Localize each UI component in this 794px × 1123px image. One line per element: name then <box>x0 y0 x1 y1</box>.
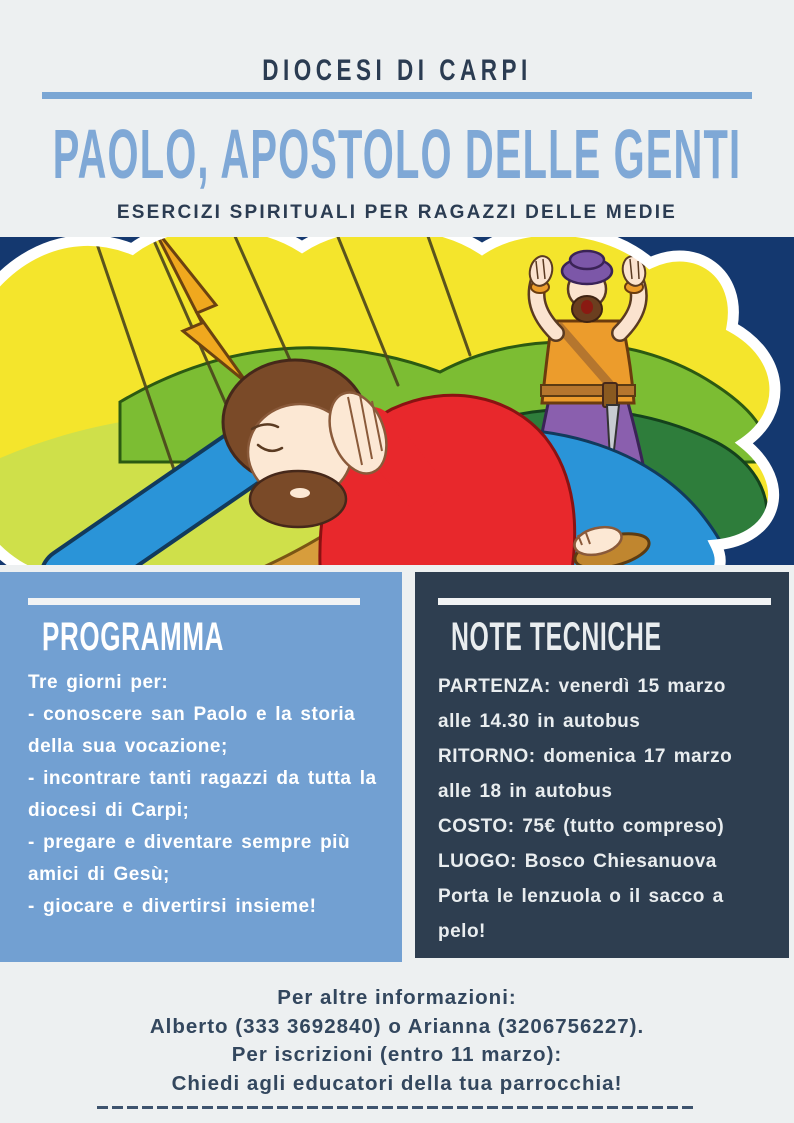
note-tecniche-accent-bar <box>438 598 771 605</box>
note-line: COSTO: 75€ (tutto compreso) <box>438 816 725 837</box>
footer-line: Per iscrizioni (entro 11 marzo): <box>231 1043 563 1066</box>
programma-item: - pregare e diventare sempre più amici di Gesù; <box>28 832 351 885</box>
note-line: LUOGO: Bosco Chiesanuova <box>438 851 717 872</box>
page-subtitle: ESERCIZI SPIRITUALI PER RAGAZZI DELLE MEDIE <box>116 202 678 223</box>
programma-item: - conoscere san Paolo e la storia della sua vocazione; <box>28 704 356 757</box>
note-line: Porta le lenzuola o il sacco a pelo! <box>438 886 724 942</box>
footer-info <box>0 984 794 1098</box>
note-tecniche-body <box>438 669 765 949</box>
note-line: PARTENZA: venerdì 15 marzo alle 14.30 in autobus <box>438 676 726 732</box>
cloud-scene <box>0 237 794 565</box>
programma-heading: PROGRAMMA <box>42 615 225 659</box>
programma-body <box>28 667 382 923</box>
header-divider <box>42 92 752 99</box>
programma-item: - giocare e divertirsi insieme! <box>28 896 317 917</box>
note-tecniche-heading: NOTE TECNICHE <box>451 615 662 659</box>
footer-line: Per altre informazioni: <box>277 986 517 1009</box>
programma-item: - incontrare tanti ragazzi da tutta la diocesi di Carpi; <box>28 768 377 821</box>
footer-line: Alberto (333 3692840) o Arianna (3206756227). <box>149 1014 645 1038</box>
programma-panel <box>0 572 402 962</box>
conversion-illustration <box>0 237 794 565</box>
programma-accent-bar <box>28 598 360 605</box>
footer-line: Chiedi agli educatori della tua parrocchia! <box>171 1071 623 1095</box>
signature-dashed-line <box>97 1106 694 1109</box>
note-line: RITORNO: domenica 17 marzo alle 18 in autobus <box>438 746 733 802</box>
diocese-name: DIOCESI DI CARPI <box>262 54 532 87</box>
note-tecniche-panel <box>415 572 789 958</box>
page-title: PAOLO, APOSTOLO DELLE GENTI <box>52 115 742 193</box>
programma-intro: Tre giorni per: <box>28 672 169 693</box>
